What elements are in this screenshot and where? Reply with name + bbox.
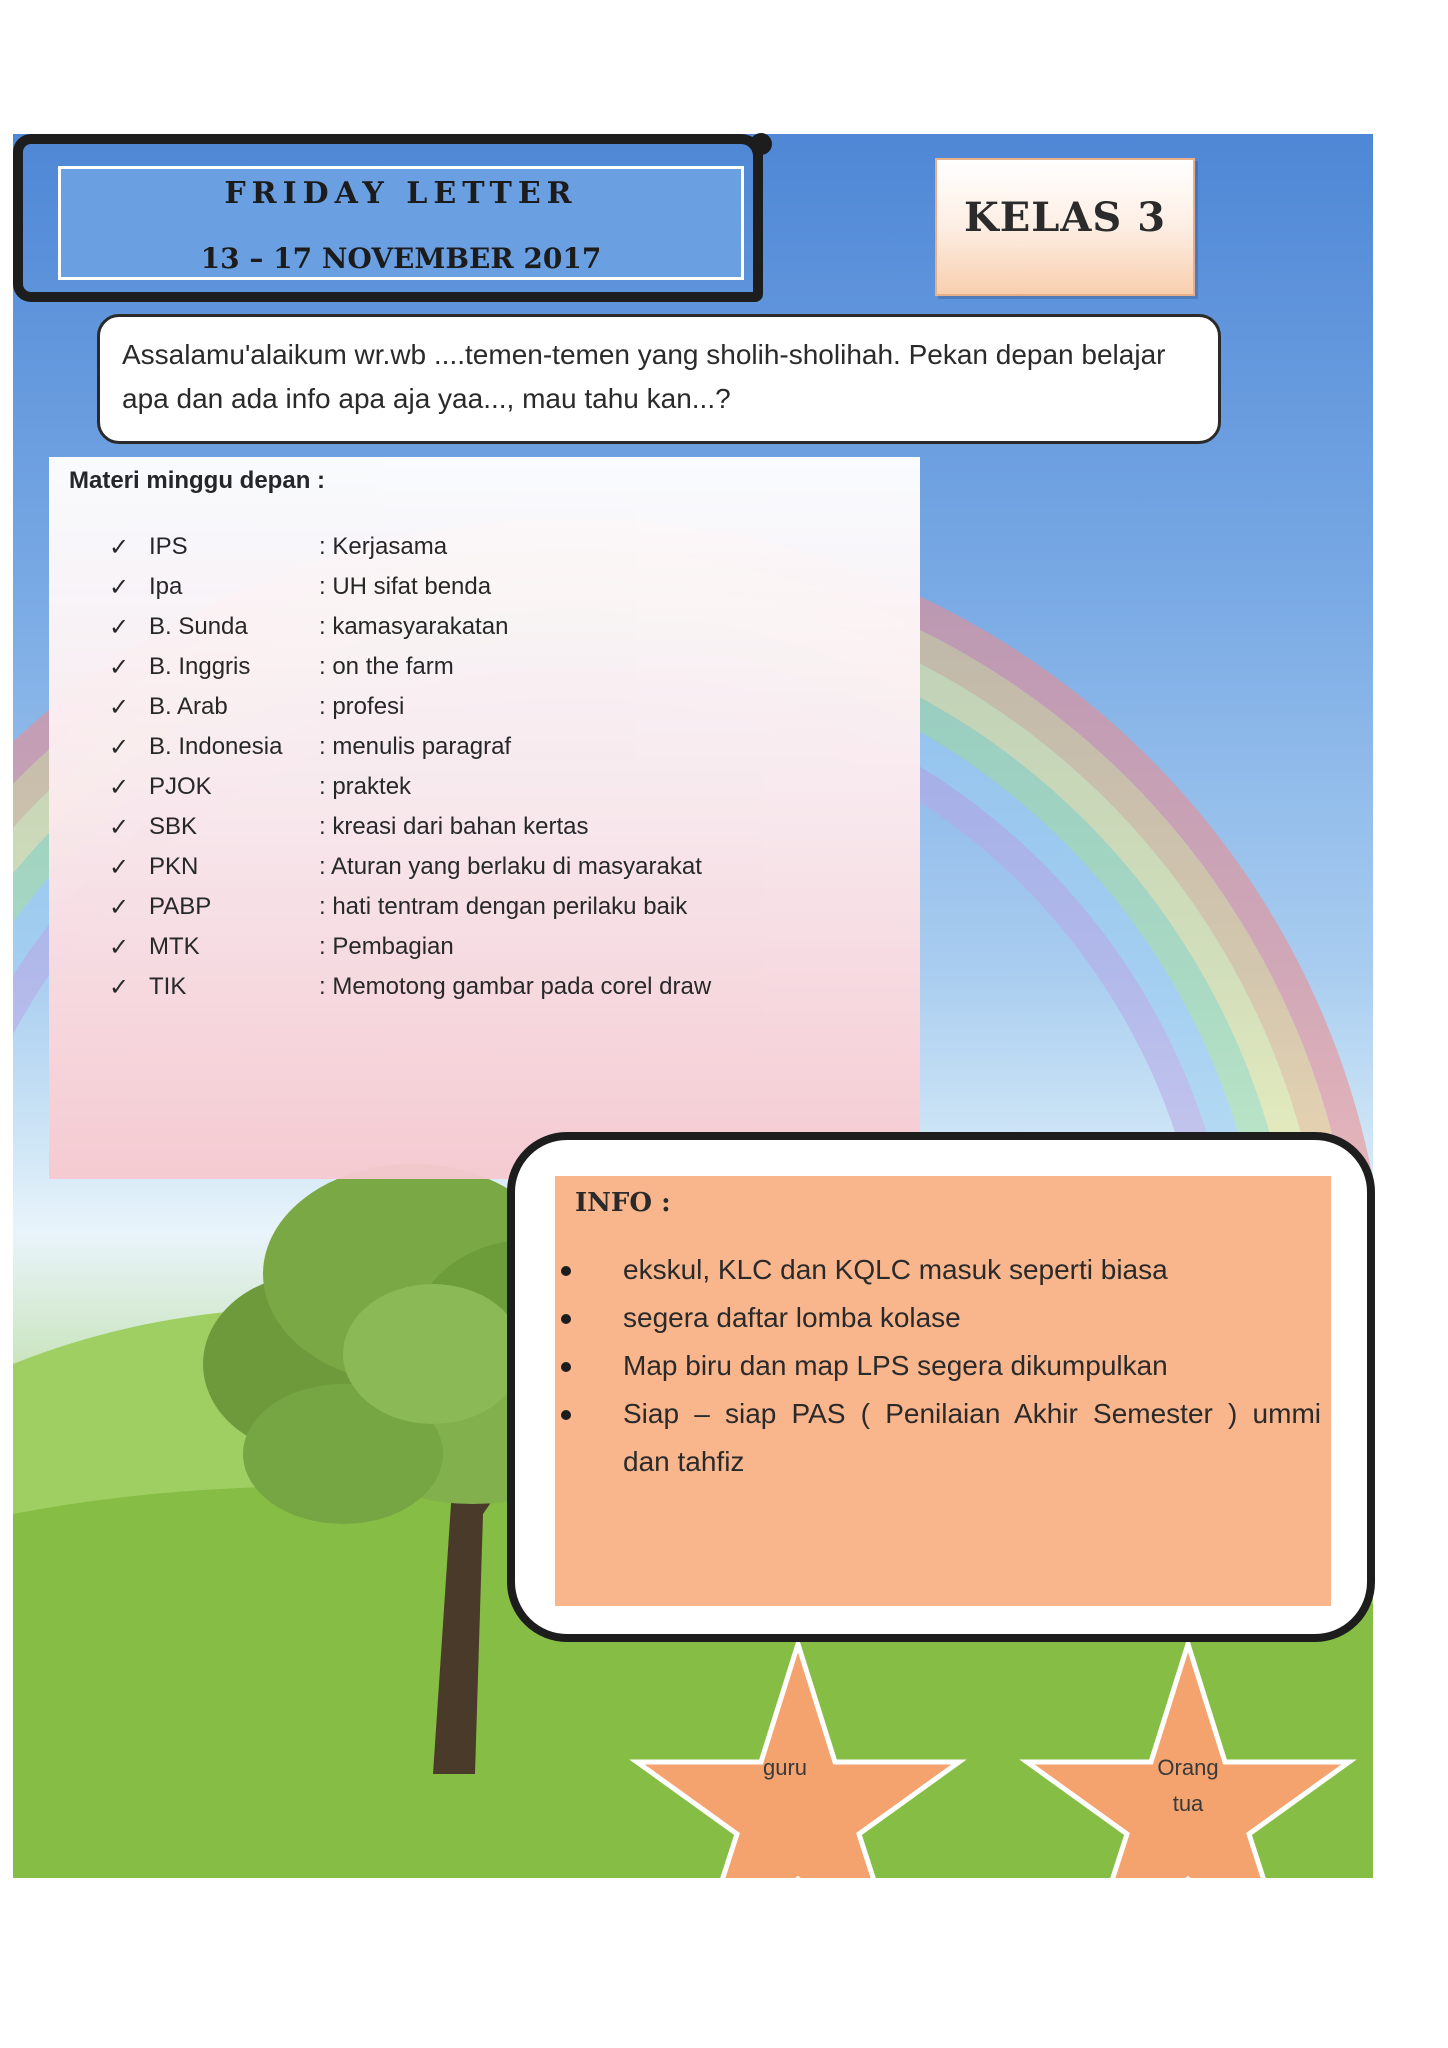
subject-row (109, 967, 711, 1007)
subject-row (109, 887, 711, 927)
star-label-orang-tua (1128, 1750, 1248, 1822)
check-icon: ✓ (109, 973, 130, 1001)
check-icon: ✓ (109, 893, 130, 921)
subject-topic: : Aturan yang berlaku di masyarakat (319, 853, 702, 880)
check-icon: ✓ (109, 613, 130, 641)
subject-topic: : Pembagian (319, 933, 454, 960)
subject-name: SBK (149, 813, 198, 840)
subject-name: MTK (149, 933, 200, 960)
check-icon: ✓ (109, 853, 130, 881)
subject-topic: : menulis paragraf (319, 733, 512, 760)
class-badge-label: KELAS 3 (963, 194, 1167, 241)
check-icon: ✓ (109, 653, 130, 681)
subject-name: PABP (149, 893, 212, 920)
subject-topic: : kreasi dari bahan kertas (319, 813, 589, 840)
subject-name: TIK (149, 973, 187, 1000)
subject-topic: : UH sifat benda (319, 573, 492, 600)
star-label-orang: Orang (1157, 1755, 1219, 1780)
header-scroll-curl (750, 133, 772, 155)
info-item (555, 1342, 1331, 1390)
subject-name: B. Sunda (149, 613, 248, 640)
star-label-guru: guru (762, 1755, 808, 1780)
bullet-icon (561, 1362, 571, 1372)
subject-name: B. Arab (149, 693, 228, 720)
subject-list (109, 527, 711, 1007)
check-icon: ✓ (109, 773, 130, 801)
info-item (555, 1390, 1331, 1486)
subject-topic: : praktek (319, 773, 412, 800)
subject-topic: : hati tentram dengan perilaku baik (319, 893, 688, 920)
info-text-continuation: dan tahfiz (623, 1446, 745, 1477)
subject-name: PJOK (149, 773, 212, 800)
class-badge (935, 158, 1195, 296)
info-list (555, 1246, 1331, 1486)
subject-topic: : profesi (319, 693, 405, 720)
subjects-heading: Materi minggu depan : (69, 467, 326, 494)
info-item (555, 1294, 1331, 1342)
subject-name: PKN (149, 853, 199, 880)
newsletter-title: FRIDAY LETTER (224, 176, 578, 211)
newsletter-date: 13 – 17 NOVEMBER 2017 (200, 242, 602, 275)
info-text: segera daftar lomba kolase (623, 1302, 961, 1333)
subject-row (109, 927, 711, 967)
check-icon: ✓ (109, 693, 130, 721)
check-icon: ✓ (109, 933, 130, 961)
subject-row (109, 847, 711, 887)
subject-name: B. Inggris (149, 653, 251, 680)
info-item (555, 1246, 1331, 1294)
subject-row (109, 527, 711, 567)
check-icon: ✓ (109, 733, 130, 761)
star-label-tua: tua (1172, 1791, 1204, 1816)
check-icon: ✓ (109, 573, 130, 601)
bullet-icon (561, 1266, 571, 1276)
subject-row (109, 687, 711, 727)
bullet-icon (561, 1410, 571, 1420)
info-text: ekskul, KLC dan KQLC masuk seperti biasa (623, 1254, 1168, 1285)
subject-topic: : Memotong gambar pada corel draw (319, 973, 712, 1000)
info-heading: INFO : (575, 1188, 671, 1218)
subject-topic: : kamasyarakatan (319, 613, 509, 640)
subject-row (109, 567, 711, 607)
check-icon: ✓ (109, 533, 130, 561)
info-panel (555, 1176, 1331, 1606)
subject-name: B. Indonesia (149, 733, 283, 760)
subject-row (109, 767, 711, 807)
greeting-box: Assalamu'alaikum wr.wb ....temen-temen yang sholih-sholihah. Pekan depan belajar apa dan ada info apa aja yaa..., mau tahu kan...? (97, 314, 1221, 444)
check-icon: ✓ (109, 813, 130, 841)
info-text: Map biru dan map LPS segera dikumpulkan (623, 1350, 1168, 1381)
subject-name: IPS (149, 533, 188, 560)
info-text: Siap – siap PAS ( Penilaian Akhir Semester ) ummi (623, 1398, 1321, 1429)
subject-row (109, 807, 711, 847)
subject-topic: : Kerjasama (319, 533, 448, 560)
subject-topic: : on the farm (319, 653, 454, 680)
subject-row (109, 607, 711, 647)
subject-name: Ipa (149, 573, 183, 600)
bullet-icon (561, 1314, 571, 1324)
subject-row (109, 647, 711, 687)
subject-row (109, 727, 711, 767)
subjects-panel (49, 457, 920, 1179)
